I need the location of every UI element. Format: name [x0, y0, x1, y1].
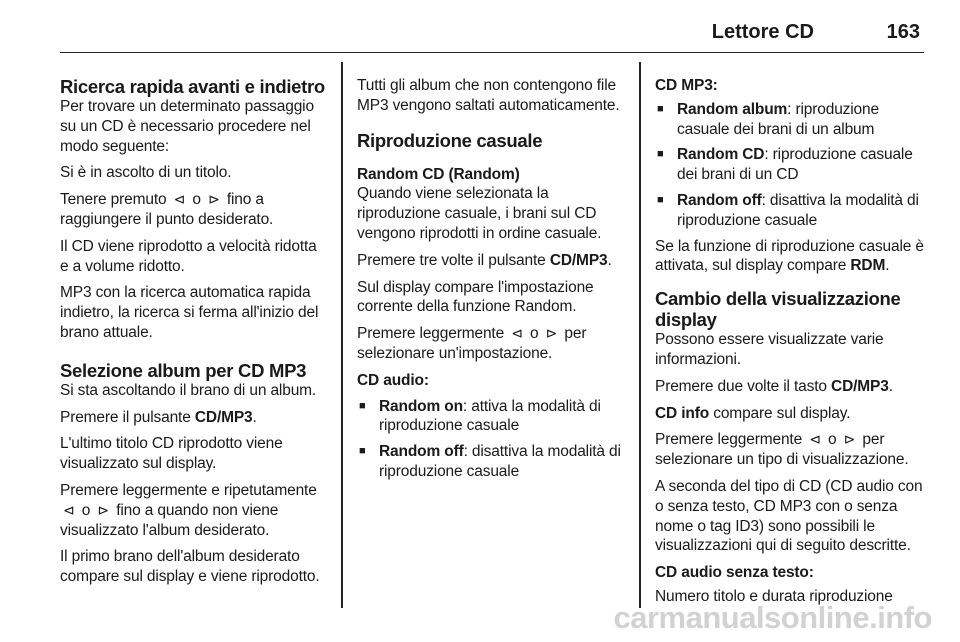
text: compare sul display. [713, 404, 851, 422]
bullet-icon: ■ [657, 148, 664, 161]
text: o [828, 431, 837, 449]
paragraph [60, 190, 326, 230]
text: o [530, 325, 539, 343]
paragraph [655, 430, 925, 470]
option-term: Random on [379, 397, 463, 415]
text: per selezionare un'impostazione. [357, 325, 587, 362]
paragraph: Quando viene selezionata la riproduzione casuale, i brani sul CD vengono riprodotti in ordine casuale. [357, 185, 602, 242]
column-3 [655, 76, 925, 614]
subheading-random-cd: Random CD (Random) [357, 165, 520, 183]
paragraph: Sul display compare l'impostazione corrente della funzione Random. [357, 278, 594, 316]
text: per selezionare un tipo di visualizzazione. [655, 431, 909, 469]
text: Premere due volte il tasto [655, 377, 827, 395]
text: : riproduzione casuale dei brani di un album [677, 100, 879, 138]
paragraph [357, 324, 625, 364]
watermark: carmanualsonline.info [613, 600, 932, 635]
text: o [81, 501, 91, 519]
text: . [607, 251, 612, 269]
text: Premere leggermente [357, 325, 505, 343]
text: : disattiva la modalità di riproduzione casuale [379, 443, 621, 480]
right-arrow-icon: ⊳ [97, 501, 110, 518]
list-item [655, 145, 925, 185]
page-header [60, 16, 924, 53]
list-item [357, 442, 625, 482]
page-number: 163 [886, 21, 920, 43]
left-arrow-icon: ⊲ [173, 191, 186, 208]
right-arrow-icon: ⊳ [545, 325, 558, 342]
text: o [192, 191, 201, 209]
column-1 [60, 76, 326, 594]
paragraph: Tutti gli album che non contengono file MP3 vengono saltati automaticamente. [357, 77, 620, 114]
text: . [885, 257, 890, 275]
left-arrow-icon: ⊲ [809, 431, 821, 448]
column-divider [341, 62, 343, 608]
paragraph: Per trovare un determinato passaggio su un CD è necessario procedere nel modo seguente: [60, 98, 314, 155]
paragraph [655, 237, 925, 277]
bullet-icon: ■ [657, 102, 664, 115]
section-heading-cambio: Cambio della visualizzazione display [655, 288, 901, 331]
column-divider [639, 62, 641, 608]
right-arrow-icon: ⊳ [843, 431, 856, 448]
text: fino a raggiungere il punto desiderato. [60, 191, 274, 228]
button-term: CD/MP3 [194, 408, 253, 426]
paragraph [60, 481, 326, 540]
text: Premere il pulsante [60, 408, 191, 426]
text: : riproduzione casuale dei brani di un CD [677, 146, 913, 184]
column-2 [357, 76, 625, 488]
bullet-icon: ■ [359, 445, 366, 458]
display-term: RDM [850, 257, 886, 275]
list-item [655, 191, 925, 231]
option-term: Random off [379, 443, 464, 461]
section-heading-ricerca: Ricerca rapida avanti e indietro [60, 76, 325, 97]
paragraph [655, 404, 925, 424]
bullet-icon: ■ [657, 193, 664, 206]
right-arrow-icon: ⊳ [208, 191, 220, 208]
text: : disattiva la modalità di riproduzione casuale [677, 191, 919, 229]
text: : attiva la modalità di riproduzione casuale [379, 397, 601, 435]
paragraph: A seconda del tipo di CD (CD audio con o senza testo, CD MP3 con o senza nome o tag ID3) sono possibili le visualizzazioni qui di seguito descritte. [655, 477, 923, 555]
button-term: CD/MP3 [831, 377, 889, 395]
left-arrow-icon: ⊲ [511, 325, 523, 342]
paragraph: Il primo brano dell'album desiderato compare sul display e viene riprodotto. [60, 548, 320, 586]
button-term: CD/MP3 [549, 251, 608, 269]
paragraph: Il CD viene riprodotto a velocità ridotta e a volume ridotto. [60, 237, 317, 275]
text: Tenere premuto [60, 191, 167, 209]
text: fino a quando non viene visualizzato l'album desiderato. [60, 501, 279, 539]
text: Premere tre volte il pulsante [357, 251, 546, 269]
text: . [252, 408, 257, 426]
text: Premere leggermente e ripetutamente [60, 481, 317, 499]
display-term: CD info [655, 404, 710, 422]
paragraph: Numero titolo e durata riproduzione [655, 587, 893, 605]
paragraph: L'ultimo titolo CD riprodotto viene visualizzato sul display. [60, 435, 283, 473]
paragraph: Si sta ascoltando il brano di un album. [60, 381, 317, 399]
bullet-icon: ■ [359, 399, 366, 412]
subheading-cd-audio: CD audio: [357, 371, 429, 389]
list-item [357, 397, 625, 437]
option-term: Random CD [677, 146, 765, 164]
subheading-senza-testo: CD audio senza testo: [655, 564, 814, 582]
option-term: Random album [677, 100, 788, 118]
paragraph: Possono essere visualizzate varie informazioni. [655, 331, 884, 368]
paragraph: MP3 con la ricerca automatica rapida indietro, la ricerca si ferma all'inizio del brano attuale. [60, 284, 319, 341]
list-item [655, 100, 925, 140]
section-heading-album: Selezione album per CD MP3 [60, 359, 307, 381]
text: Se la funzione di riproduzione casuale è attivata, sul display compare [655, 237, 924, 275]
option-term: Random off [677, 191, 762, 209]
paragraph: Si è in ascolto di un titolo. [60, 164, 232, 182]
text: Premere leggermente [655, 431, 803, 449]
left-arrow-icon: ⊲ [63, 501, 75, 518]
text: . [888, 377, 893, 395]
paragraph [357, 251, 625, 271]
paragraph [60, 408, 326, 428]
section-heading-casuale: Riproduzione casuale [357, 129, 543, 151]
page-title: Lettore CD [711, 21, 814, 43]
subheading-cd-mp3: CD MP3: [655, 77, 718, 94]
paragraph [655, 377, 925, 397]
